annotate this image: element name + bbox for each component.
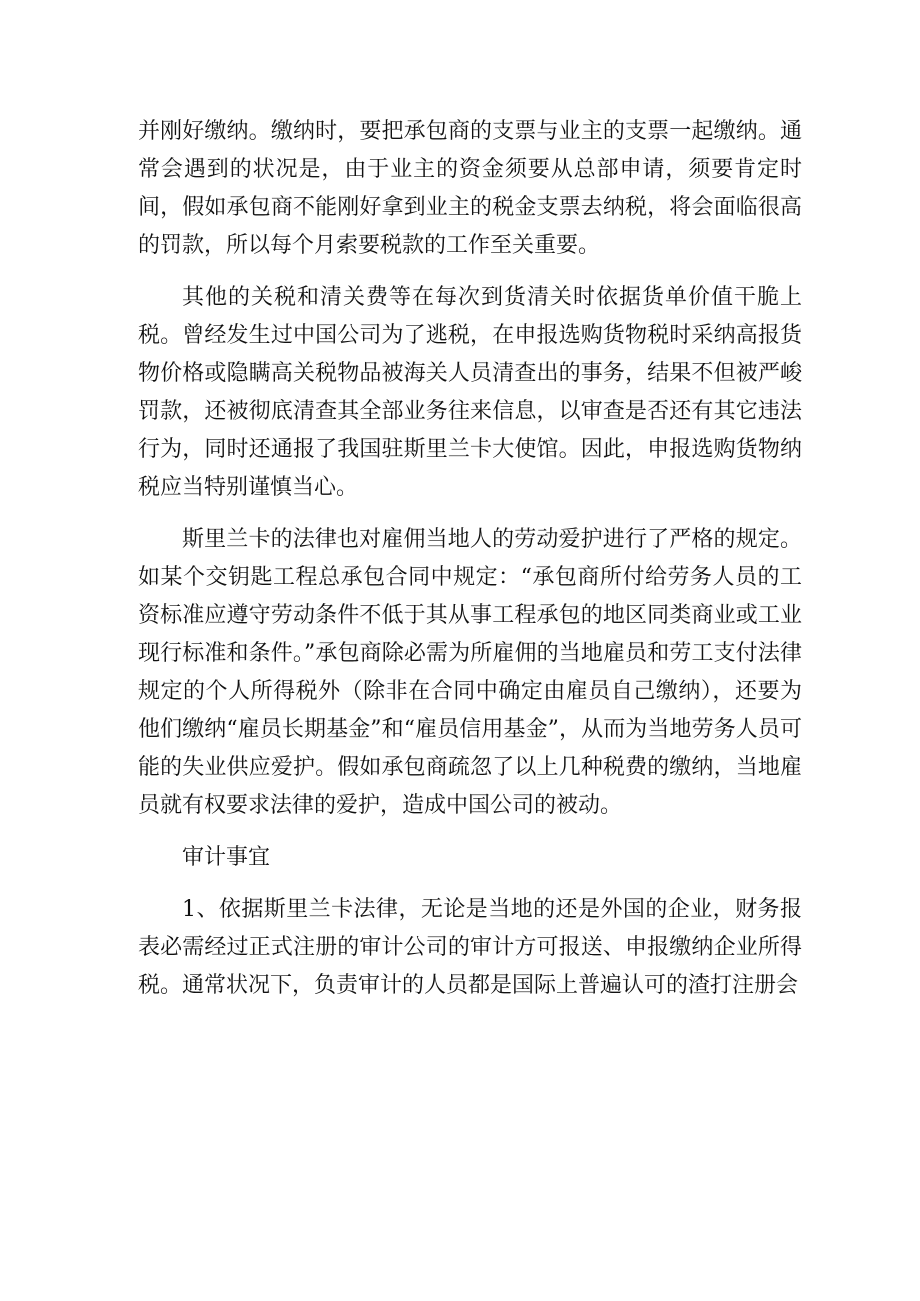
paragraph-audit-item-1: 1、依据斯里兰卡法律，无论是当地的还是外国的企业，财务报表必需经过正式注册的审计公司的审计方可报送、申报缴纳企业所得税。通常状况下，负责审计的人员都是国际上普遍认可的渣打注册会 <box>138 897 802 998</box>
document-page <box>138 113 802 1019</box>
paragraph-customs: 其他的关税和清关费等在每次到货清关时依据货单价值干脆上税。曾经发生过中国公司为了逃税，在申报选购货物税时采纳高报货物价格或隐瞒高关税物品被海关人员清查出的事务，结果不但被严峻罚款，还被彻底清查其全部业务往来信息，以审查是否还有其它违法行为，同时还通报了我国驻斯里兰卡大使馆。因此，申报选购货物纳税应当特别谨慎当心。 <box>138 285 802 500</box>
paragraph-labor-protection: 斯里兰卡的法律也对雇佣当地人的劳动爱护进行了严格的规定。如某个交钥匙工程总承包合同中规定：“承包商所付给劳务人员的工资标准应遵守劳动条件不低于其从事工程承包的地区同类商业或工业现行标准和条件。”承包商除必需为所雇佣的当地雇员和劳工支付法律规定的个人所得税外（除非在合同中确定由雇员自己缴纳），还要为他们缴纳“雇员长期基金”和“雇员信用基金”，从而为当地劳务人员可能的失业供应爱护。假如承包商疏忽了以上几种税费的缴纳，当地雇员就有权要求法律的爱护，造成中国公司的被动。 <box>138 527 802 818</box>
paragraph-continued: 并刚好缴纳。缴纳时，要把承包商的支票与业主的支票一起缴纳。通常会遇到的状况是，由于业主的资金须要从总部申请，须要肯定时间，假如承包商不能刚好拿到业主的税金支票去纳税，将会面临很高的罚款，所以每个月索要税款的工作至关重要。 <box>138 119 802 258</box>
section-heading-audit: 审计事宜 <box>182 845 271 870</box>
